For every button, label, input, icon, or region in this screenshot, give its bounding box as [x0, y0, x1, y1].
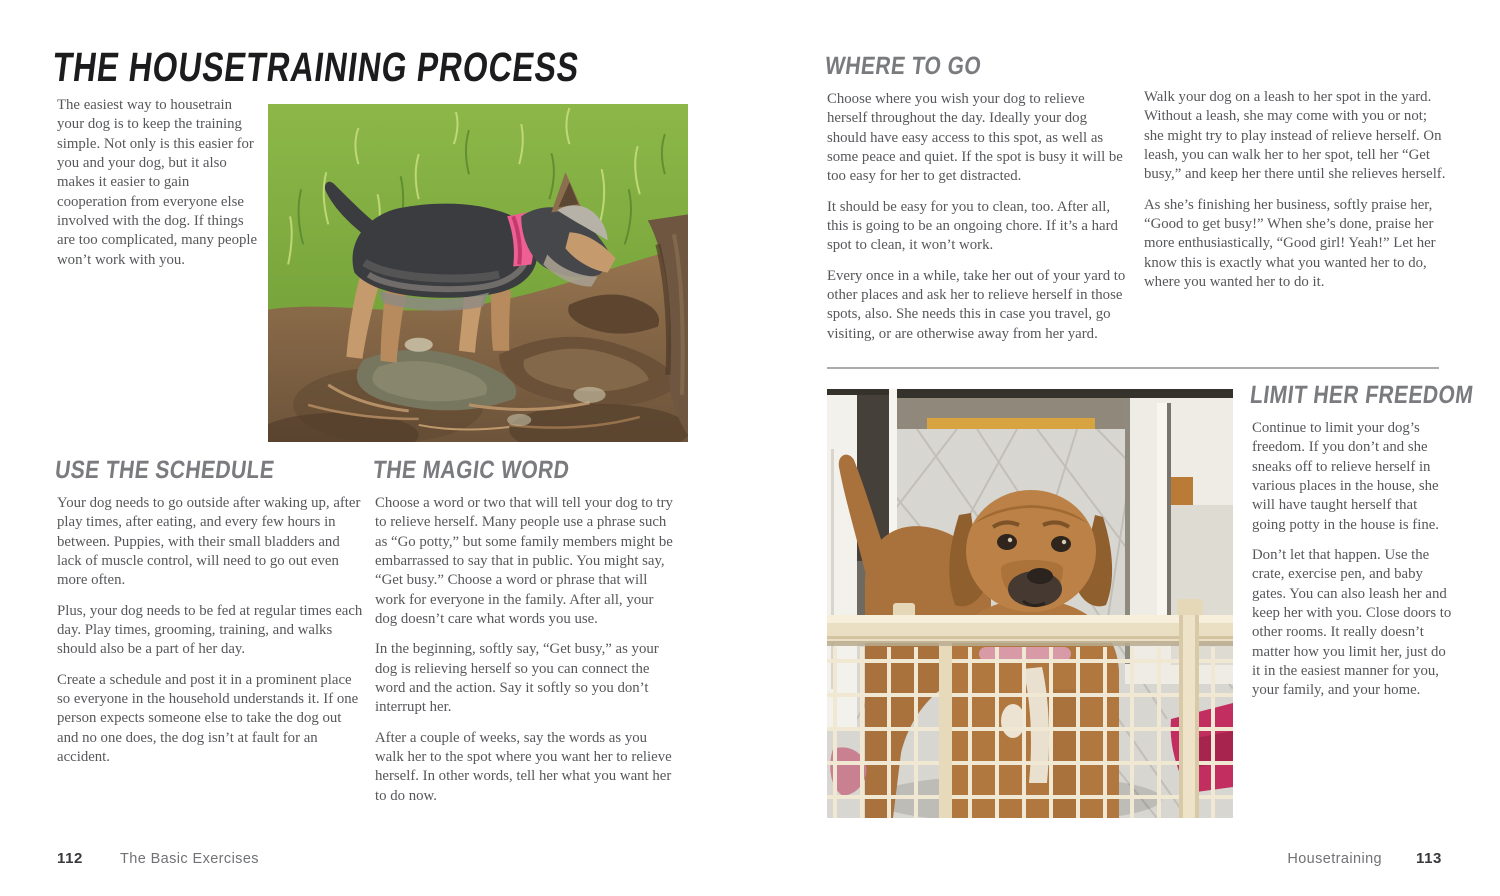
where-to-go-paragraph-5: As she’s finishing her business, softly praise her, “Good to get busy!” When she’s done, praise her more enthusiastically, “Good girl! Yeah!” Let her know this is exactly what you wanted her to do, where you wanted her to do it.	[1144, 196, 1436, 291]
left-footer-label: The Basic Exercises	[120, 851, 259, 867]
magic-word-paragraph-3: After a couple of weeks, say the words as you walk her to the spot where you want her to relieve herself. In other words, tell her what you want her to do now.	[375, 729, 672, 804]
where-to-go-column-2	[1144, 88, 1450, 292]
baby-gate-photo	[827, 389, 1233, 818]
schedule-paragraph-1: Your dog needs to go outside after waking up, after play times, after eating, and every few hours in between. Puppies, with their small bladders and lack of muscle control, will need to go out even more often.	[57, 495, 361, 589]
baby-gate-photo-artwork	[827, 389, 1233, 818]
section-limit-her-freedom	[1248, 381, 1475, 701]
magic-word-paragraph-2: In the beginning, softly say, “Get busy,” as your dog is relieving herself so you can connect the word and the action. Say it softly so you don’t interrupt her.	[375, 641, 659, 716]
right-footer-label: Housetraining	[1287, 851, 1382, 867]
limit-freedom-paragraph-1: Continue to limit your dog’s freedom. If you don’t and she sneaks off to relieve herself in various places in the house, she will have taught herself that going potty in the house is fine.	[1252, 420, 1439, 533]
page-title: THE HOUSETRAINING PROCESS	[50, 44, 582, 90]
where-to-go-heading: WHERE TO GO	[823, 52, 983, 80]
limit-freedom-paragraph-2: Don’t let that happen. Use the crate, exercise pen, and baby gates. You can also leash her and keep her with you. Close doors to other rooms. It really doesn’t matter how you limit her, just do it in the easiest manner for you, your family, and your home.	[1252, 547, 1452, 699]
schedule-paragraph-2: Plus, your dog needs to be fed at regular times each day. Play times, grooming, training, and walks should also be a part of her day.	[57, 602, 363, 658]
schedule-heading: USE THE SCHEDULE	[53, 456, 277, 484]
magic-word-paragraph-1: Choose a word or two that will tell your dog to try to relieve herself. Many people use a phrase such as “Go potty,” but some family members might be embarrassed to say that in public. You might say, “Get busy.” Choose a word or phrase that will work for everyone in the family. After all, your dog doesn’t care what words you use.	[375, 495, 673, 628]
section-where-to-go	[823, 52, 1128, 344]
schedule-paragraph-3: Create a schedule and post it in a prominent place so everyone in the household understands it. If one person expects someone else to take the dog out and no one does, the dog isn’t at fault for an accident.	[57, 671, 359, 766]
where-to-go-paragraph-4: Walk your dog on a leash to her spot in the yard. Without a leash, she may come with you or not; she might try to play instead of relieve herself. On leash, you can walk her to her spot, tell her “Get busy,” and keep her there until she relieves herself.	[1144, 89, 1446, 183]
where-to-go-paragraph-1: Choose where you wish your dog to relieve herself throughout the day. Ideally your dog should have easy access to this spot, as well as some peace and quiet. If the spot is busy it will be too easy for her to get distracted.	[827, 91, 1123, 185]
where-to-go-paragraph-2: It should be easy for you to clean, too. After all, this is going to be an ongoing chore. If it’s a hard spot to clean, it won’t work.	[827, 198, 1118, 254]
right-page-number: 113	[1416, 850, 1442, 867]
magic-word-heading: THE MAGIC WORD	[371, 456, 572, 484]
right-page-footer	[1287, 850, 1442, 867]
left-page-number: 112	[57, 850, 83, 867]
section-divider	[827, 367, 1439, 369]
intro-paragraph: The easiest way to housetrain your dog is to keep the training simple. Not only is this easier for you and your dog, but it also makes it easier to gain cooperation from everyone else involved with the dog. If things are too complicated, many people won’t work with you.	[57, 97, 258, 268]
where-to-go-paragraph-3: Every once in a while, take her out of your yard to other places and ask her to relieve herself in those spots, also. She needs this in case you travel, go visiting, or are otherwise away from her yard.	[827, 267, 1126, 342]
limit-freedom-heading: LIMIT HER FREEDOM	[1248, 381, 1475, 409]
